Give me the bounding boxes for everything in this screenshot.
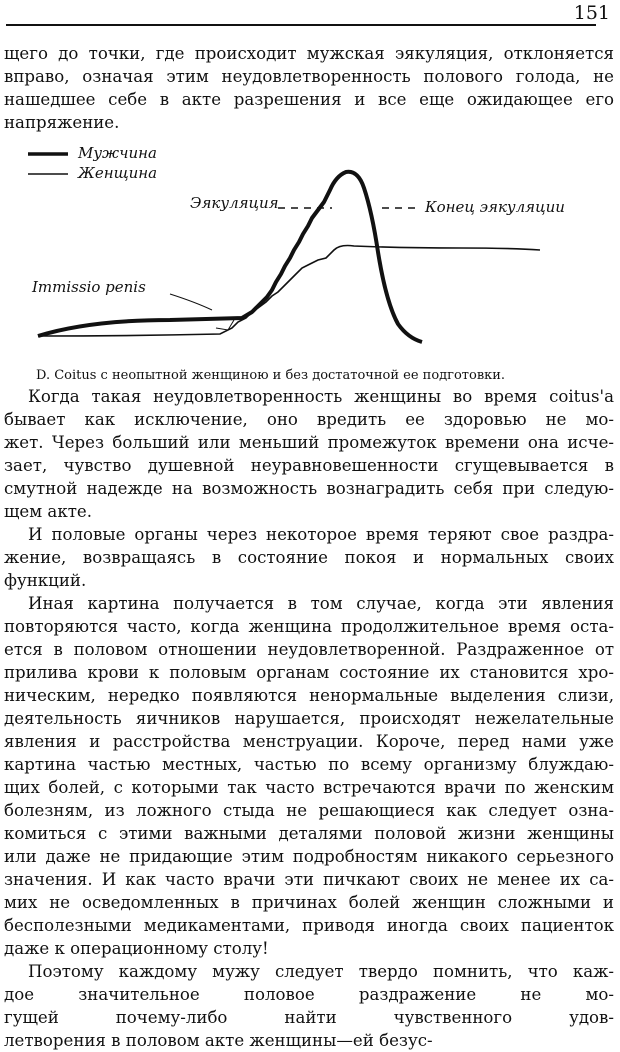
text-line: функций. xyxy=(4,571,87,590)
text-line: повторяются часто, когда женщина продолжительное время оста- xyxy=(4,617,614,636)
text-line: даже к операционному столу! xyxy=(4,939,269,958)
text-line: бесполезными медикаментами, приводя иногда своих пациенток xyxy=(4,916,614,935)
text-line: комиться с этими важными деталями половой жизни женщины xyxy=(4,824,614,843)
coitus-diagram xyxy=(20,132,610,362)
text-line: или даже не придающие этим подробностям никакого серьезного xyxy=(4,847,614,866)
text-line: значения. И как часто врачи эти пичкают своих не менее их са- xyxy=(4,870,614,889)
immissio-pointer xyxy=(170,294,212,310)
text-line: жет. Через больший или меньший промежуток времени она исче- xyxy=(4,433,614,452)
figure-caption: D. Coitus с неопытной женщиною и без достаточной ее подготовки. xyxy=(36,368,506,383)
legend-male-label: Мужчина xyxy=(78,144,157,162)
end-ejaculation-label: Конец эякуляции xyxy=(425,198,565,216)
header-rule xyxy=(6,24,596,26)
text-line: нашедшее себе в акте разрешения и все еще ожидающее его xyxy=(4,90,614,109)
paragraph xyxy=(4,523,614,592)
text-line: деятельность яичников нарушается, происходят нежелательные xyxy=(4,709,614,728)
legend-female-label: Женщина xyxy=(78,164,158,182)
intro-paragraph xyxy=(4,42,614,134)
text-line: явления и расстройства менструации. Короче, перед нами уже xyxy=(4,732,614,751)
text-line: жение, возвращаясь в состояние покоя и нормальных своих xyxy=(4,548,614,567)
paragraph xyxy=(4,385,614,523)
immissio-label: Immissio penis xyxy=(32,278,146,296)
text-line: летворения в половом акте женщины—ей безус- xyxy=(4,1031,433,1050)
paragraph xyxy=(4,592,614,960)
text-line: болезням, из ложного стыда не решающиеся как следует озна- xyxy=(4,801,614,820)
paragraph xyxy=(4,960,614,1052)
main-text xyxy=(4,385,614,1052)
text-line: щего до точки, где происходит мужская эякуляция, отклоняется xyxy=(4,44,614,63)
text-line: дое значительное половое раздражение не мо- xyxy=(4,985,614,1004)
text-line: ется в половом отношении неудовлетворенной. Раздраженное от xyxy=(4,640,614,659)
text-line: мих не осведомленных в причинах болей женщин сложными и xyxy=(4,893,614,912)
text-line: зает, чувство душевной неуравновешенности сгущевывается в xyxy=(4,456,614,475)
page-number: 151 xyxy=(573,2,610,24)
text-line: щем акте. xyxy=(4,502,92,521)
text-line: щих болей, с которыми так часто встречаются врачи по женским xyxy=(4,778,614,797)
text-line: бывает как исключение, оно вредить ее здоровью не мо- xyxy=(4,410,614,429)
text-line: прилива крови к половым органам состояние их становится хро- xyxy=(4,663,614,682)
text-line: смутной надежде на возможность вознаградить себя при следую- xyxy=(4,479,614,498)
text-line: ническим, нередко появляются ненормальные выделения слизи, xyxy=(4,686,614,705)
text-line: гущей почему-либо найти чувственного удов- xyxy=(4,1008,614,1027)
text-line: Когда такая неудовлетворенность женщины во время coitus'а xyxy=(28,387,614,406)
text-line: вправо, означая этим неудовлетворенность полового голода, не xyxy=(4,67,614,86)
text-line: И половые органы через некоторое время теряют свое раздра- xyxy=(28,525,614,544)
text-line: Поэтому каждому мужу следует твердо помнить, что каж- xyxy=(28,962,614,981)
text-line: Иная картина получается в том случае, когда эти явления xyxy=(28,594,614,613)
text-line: напряжение. xyxy=(4,113,120,132)
text-line: картина частью местных, частью по всему организму блуждаю- xyxy=(4,755,614,774)
ejaculation-label: Эякуляция xyxy=(190,194,279,212)
